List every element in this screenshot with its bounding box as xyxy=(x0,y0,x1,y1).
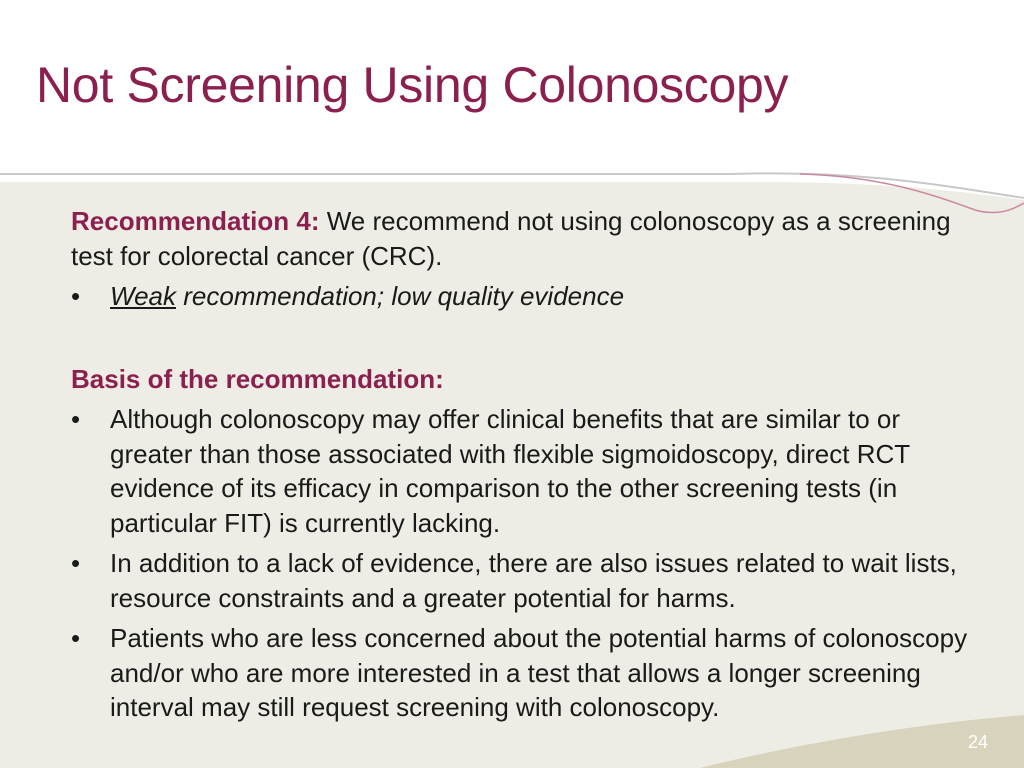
bullet-marker: • xyxy=(71,281,81,311)
page-number: 24 xyxy=(967,732,988,752)
slide-content xyxy=(71,204,971,725)
basis-item-text: In addition to a lack of evidence, there are also issues related to wait lists, resource constraints and a greater potential for harms. xyxy=(110,548,957,613)
basis-bullets xyxy=(71,402,971,725)
bullet-marker: • xyxy=(71,623,81,653)
recommendation-strength: Weak xyxy=(110,281,176,311)
basis-heading: Basis of the recommendation: xyxy=(71,363,444,394)
slide-title: Not Screening Using Colonoscopy xyxy=(36,57,789,113)
basis-item-text: Although colonoscopy may offer clinical benefits that are similar to or greater than those associated with flexible sigmoidoscopy, direct RCT evidence of its efficacy in comparison to the other screening tests (in particular FIT) is currently lacking. xyxy=(110,404,910,538)
recommendation-paragraph xyxy=(71,204,971,273)
recommendation-text: We recommend not using colonoscopy as a screening test for colorectal cancer (CRC). xyxy=(71,206,951,271)
bullet-marker: • xyxy=(71,404,81,434)
bullet-marker: • xyxy=(71,548,81,578)
recommendation-label: Recommendation 4: xyxy=(71,206,320,236)
recommendation-bullets xyxy=(71,279,971,314)
basis-item xyxy=(71,546,971,615)
basis-item xyxy=(71,621,971,725)
basis-item-text: Patients who are less concerned about the potential harms of colonoscopy and/or who are more interested in a test that allows a longer screening interval may still request screening with colonoscopy. xyxy=(110,623,968,722)
basis-item xyxy=(71,402,971,540)
recommendation-strength-item xyxy=(71,279,971,314)
recommendation-evidence: recommendation; low quality evidence xyxy=(183,281,625,311)
